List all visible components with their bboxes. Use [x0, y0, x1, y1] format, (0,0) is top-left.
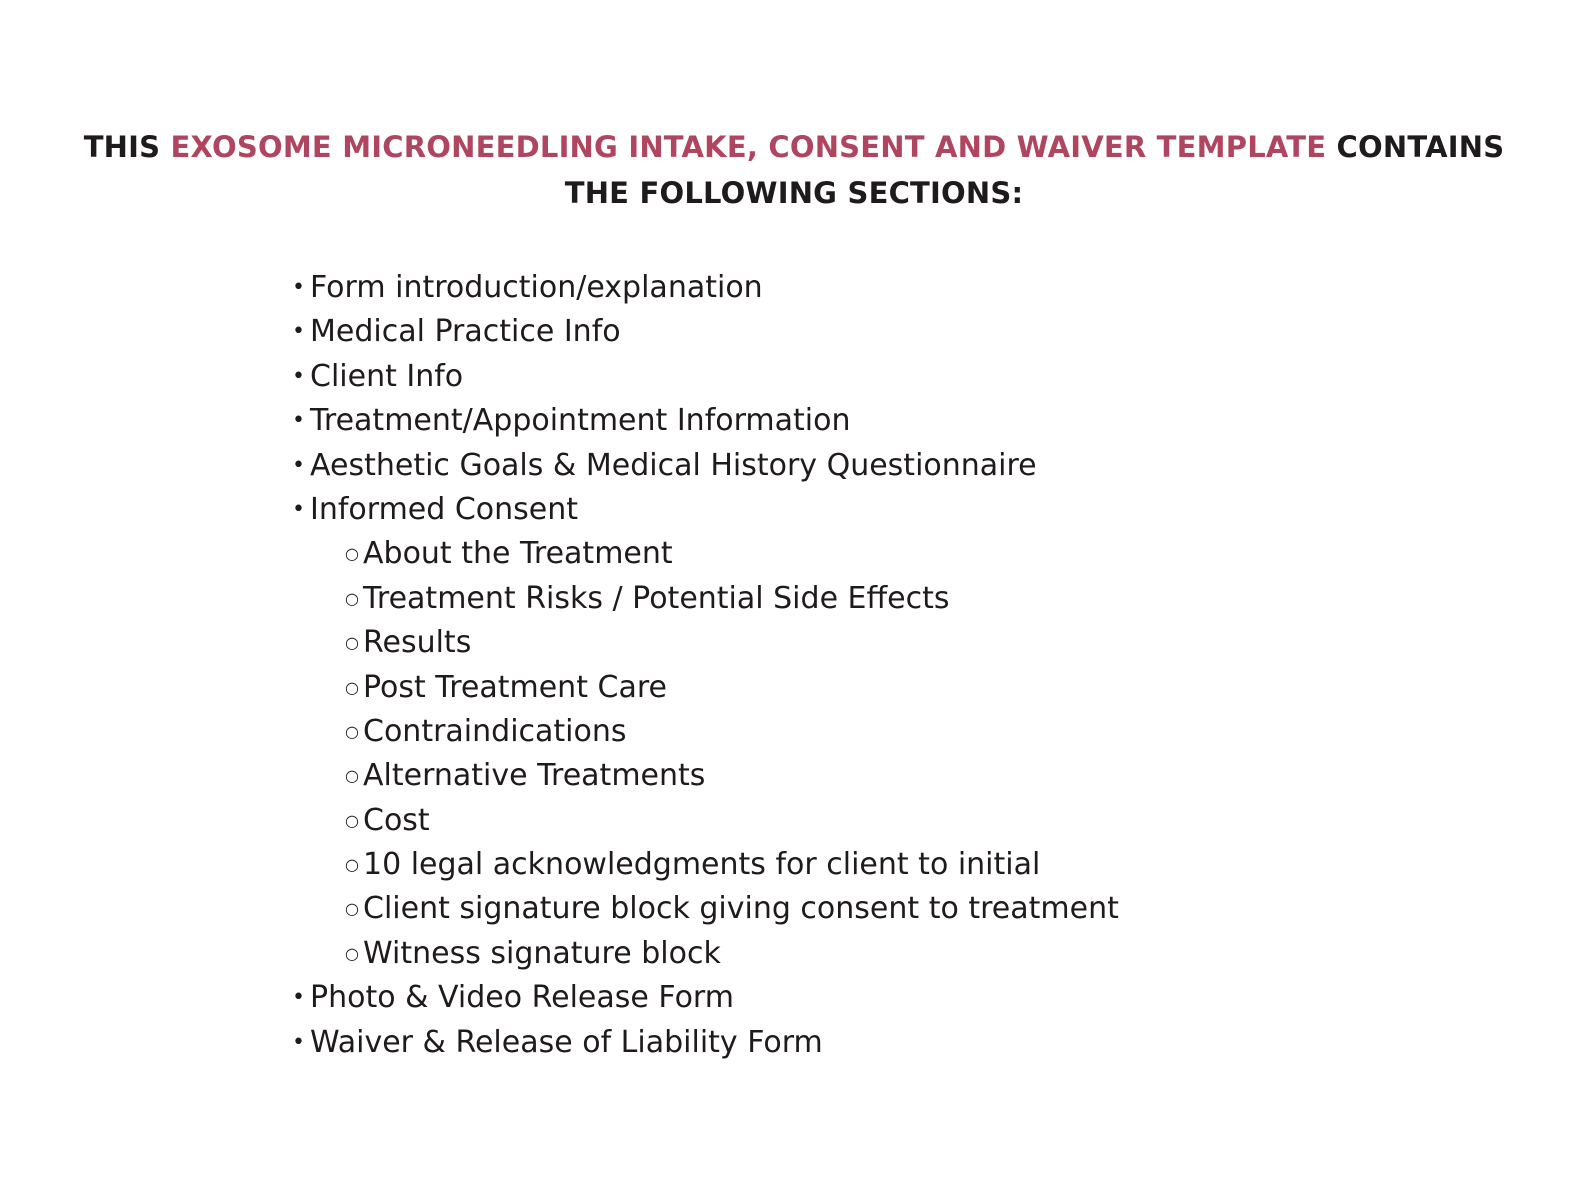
- list-item-label: Witness signature block: [363, 935, 721, 971]
- list-item-label: Photo & Video Release Form: [310, 980, 734, 1016]
- list-item-label: Aesthetic Goals & Medical History Questionnaire: [310, 447, 1037, 483]
- list-item: [292, 444, 1119, 488]
- list-item-label: Results: [363, 625, 472, 661]
- sub-list-item: [292, 754, 1119, 798]
- sub-list-item: [292, 799, 1119, 843]
- list-item-label: Treatment Risks / Potential Side Effects: [363, 580, 950, 616]
- circle-bullet-icon: ○: [345, 721, 359, 741]
- list-item-label: Treatment/Appointment Information: [310, 403, 851, 439]
- bullet-icon: •: [292, 1029, 305, 1055]
- list-item: [292, 976, 1119, 1020]
- heading-suffix: CONTAINS THE FOLLOWING SECTIONS:: [564, 130, 1505, 210]
- circle-bullet-icon: ○: [345, 810, 359, 830]
- list-item: [292, 488, 1119, 532]
- list-item-label: Alternative Treatments: [363, 758, 706, 794]
- circle-bullet-icon: ○: [345, 588, 359, 608]
- list-item: [292, 355, 1119, 399]
- list-item-label: Contraindications: [363, 713, 627, 749]
- list-item-label: Waiver & Release of Liability Form: [310, 1024, 823, 1060]
- page-heading: [60, 124, 1528, 216]
- list-item-label: Form introduction/explanation: [310, 270, 763, 305]
- list-item-label: Post Treatment Care: [363, 669, 667, 705]
- sub-list-item: [292, 843, 1119, 887]
- bullet-icon: •: [292, 496, 305, 522]
- circle-bullet-icon: ○: [345, 766, 359, 786]
- list-item: [292, 266, 1119, 310]
- list-item-label: Medical Practice Info: [310, 314, 621, 350]
- list-item-label: About the Treatment: [363, 536, 673, 572]
- sub-list-item: [292, 932, 1119, 976]
- bullet-icon: •: [292, 452, 305, 478]
- bullet-icon: •: [292, 319, 305, 345]
- circle-bullet-icon: ○: [345, 943, 359, 963]
- sub-list-item: [292, 621, 1119, 665]
- list-item-label: 10 legal acknowledgments for client to initial: [363, 847, 1041, 883]
- sub-list-item: [292, 666, 1119, 710]
- list-item-label: Client Info: [310, 358, 464, 394]
- circle-bullet-icon: ○: [345, 899, 359, 919]
- sections-list: [292, 266, 1119, 1065]
- circle-bullet-icon: ○: [345, 855, 359, 875]
- circle-bullet-icon: ○: [345, 544, 359, 564]
- list-item-label: Client signature block giving consent to treatment: [363, 891, 1119, 927]
- list-item: [292, 399, 1119, 443]
- circle-bullet-icon: ○: [345, 633, 359, 653]
- sub-list-item: [292, 887, 1119, 931]
- list-item-label: Informed Consent: [310, 491, 579, 527]
- bullet-icon: •: [292, 985, 305, 1011]
- bullet-icon: •: [292, 363, 305, 389]
- bullet-icon: •: [292, 408, 305, 434]
- list-item-label: Cost: [363, 802, 430, 838]
- list-item: [292, 310, 1119, 354]
- bullet-icon: •: [292, 275, 305, 300]
- sub-list-item: [292, 532, 1119, 576]
- circle-bullet-icon: ○: [345, 677, 359, 697]
- heading-highlight: EXOSOME MICRONEEDLING INTAKE, CONSENT AND WAIVER TEMPLATE: [170, 130, 1327, 164]
- sub-list-item: [292, 710, 1119, 754]
- sub-list-item: [292, 577, 1119, 621]
- list-item: [292, 1021, 1119, 1065]
- heading-prefix: THIS: [83, 130, 171, 164]
